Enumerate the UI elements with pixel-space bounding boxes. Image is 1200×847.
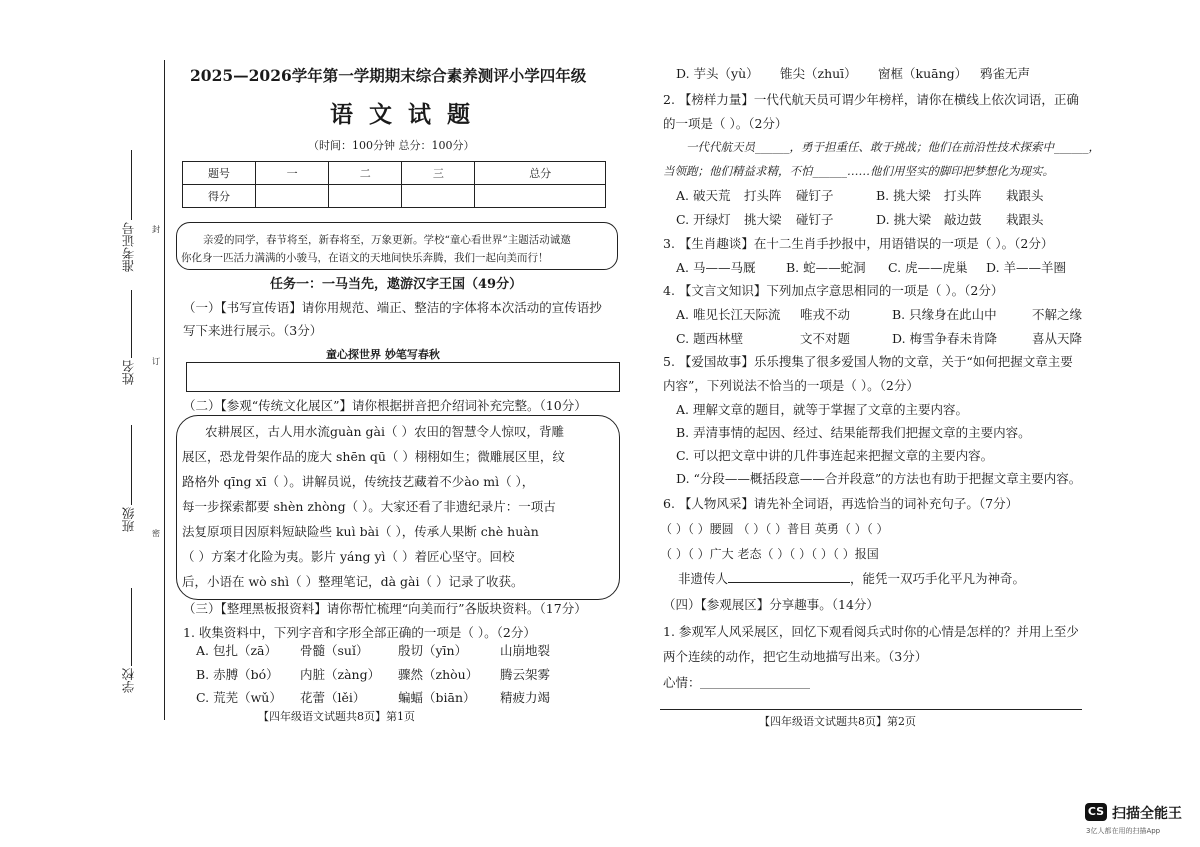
intro-box	[176, 222, 618, 270]
fold-mark: 封	[152, 225, 160, 234]
slogan-text: 童心探世界 妙笔写春秋	[326, 348, 440, 361]
q2-option-row	[676, 190, 1096, 206]
score-cell: 题号	[183, 162, 256, 185]
exam-title: 语 文 试 题	[330, 101, 475, 128]
option-text[interactable]: A. 唯见长江天际流	[676, 307, 781, 322]
option-text: 骨髓（suǐ）	[300, 643, 369, 658]
q4-option-row	[676, 333, 1096, 349]
option-text[interactable]: A. 破天荒	[676, 188, 731, 203]
passage-line: 展区，恐龙骨架作品的庞大 shēn qū（ ）栩栩如生；微雕展区里，纹	[182, 449, 565, 464]
score-cell: 二	[329, 162, 402, 185]
q6-answer-blank[interactable]	[728, 582, 850, 583]
option-text: 挑大梁	[744, 212, 782, 227]
passage-line: 每一步探索都要 shèn zhòng（ ）。大家还看了非遗纪录片：一项古	[182, 499, 556, 514]
intro-line: 你化身一匹活力满满的小骏马，在语文的天地间快乐奔腾，我们一起向美而行！	[181, 252, 549, 264]
option-text[interactable]: D. 梅雪争春未肯降	[892, 331, 998, 346]
question-2: 2. 【榜样力量】一代代航天员可谓少年榜样，请你在横线上依次词语，正确	[663, 92, 1079, 107]
section2-instruction: （二）【参观“传统文化展区”】请你根据拼音把介绍词补充完整。（10分）	[183, 398, 587, 413]
option-text[interactable]: C. 荒芜（wǔ）	[196, 690, 282, 705]
mood-label: 心情：	[663, 675, 701, 690]
option-text[interactable]: C. 虎——虎巢	[888, 260, 968, 275]
option-text[interactable]: D. “分段——概括段意——合并段意”的方法也有助于把握文章主要内容。	[676, 471, 1082, 486]
option-text[interactable]: C. 开绿灯	[676, 212, 731, 227]
q2-option-row	[676, 214, 1096, 230]
q1-option-row	[196, 692, 616, 708]
score-table	[182, 161, 606, 208]
option-text[interactable]: A. 理解文章的题目，就等于掌握了文章的主要内容。	[676, 402, 968, 417]
q6-sentence-end: ，能凭一双巧手化平凡为神奇。	[850, 571, 1026, 586]
camscanner-logo: CS	[1085, 803, 1107, 821]
option-text: 蝙蝠（biān）	[398, 690, 476, 705]
option-text: 碰钉子	[796, 212, 834, 227]
mood-answer-line[interactable]	[700, 688, 810, 689]
school-label: 学校	[121, 668, 136, 693]
score-cell: 得分	[183, 185, 256, 208]
option-text[interactable]: D. 挑大梁	[876, 212, 932, 227]
option-text: 唯戎不动	[800, 307, 851, 322]
exam-number-label: 准考证号	[121, 222, 136, 272]
passage-line: 路格外 qīng xī（ ）。讲解员说，传统技艺藏着不少ào mì（ ），	[182, 474, 535, 489]
option-text: 文不对题	[800, 331, 851, 346]
option-text: 敲边鼓	[944, 212, 982, 227]
option-text: 殷切（yīn）	[398, 643, 468, 658]
q2-passage: 当领跑；他们精益求精，不怕______……他们用坚实的脚印把梦想化为现实。	[663, 164, 1054, 178]
binding-margin	[0, 0, 170, 847]
class-line	[131, 425, 132, 505]
exam-number-line	[131, 150, 132, 220]
option-text[interactable]: B. 弄清事情的起因、经过、结果能帮我们把握文章的主要内容。	[676, 425, 1031, 440]
option-text[interactable]: D. 芋头（yù）	[676, 66, 759, 81]
q2-passage: 一代代航天员______，勇于担重任、敢于挑战；他们在前沿性技术探索中______，	[686, 140, 1100, 154]
score-input-cell[interactable]	[329, 185, 402, 208]
page1-footer: 【四年级语文试题共8页】第1页	[258, 710, 415, 723]
section4-instruction: （四）【参观展区】分享趣事。（14分）	[663, 597, 879, 612]
q3-option-row	[676, 262, 1096, 278]
section3-instruction: （三）【整理黑板报资料】请你帮忙梳理“向美而行”各版块资料。（17分）	[183, 601, 587, 616]
q6-blank-line[interactable]: （ ）（ ）广大 老态（ ）（ ）（ ）（ ）报国	[660, 547, 879, 561]
section1-instruction: （一）【书写宣传语】请你用规范、端正、整洁的字体将本次活动的宣传语抄	[183, 300, 602, 315]
option-text: 内脏（zàng）	[300, 667, 381, 682]
option-text[interactable]: B. 蛇——蛇洞	[786, 260, 866, 275]
score-cell: 三	[402, 162, 475, 185]
option-text: 打头阵	[944, 188, 982, 203]
option-text: 骤然（zhòu）	[398, 667, 479, 682]
class-label: 班级	[121, 507, 136, 532]
q6-sentence-start: 非遗传人	[678, 571, 729, 586]
option-text: 锥尖（zhuī）	[780, 66, 857, 81]
question-5: 内容”，下列说法不恰当的一项是（ ）。（2分）	[663, 378, 919, 393]
score-cell: 总分	[475, 162, 606, 185]
exam-header: 2025—2026学年第一学期期末综合素养测评小学四年级	[190, 66, 587, 85]
option-text: 花蕾（lěi）	[300, 690, 366, 705]
q6-sentence	[678, 573, 1025, 586]
q6-blank-line[interactable]: （ ）（ ）腰圆 （ ）（ ）普目 英勇（ ）（ ）	[660, 522, 889, 536]
option-text[interactable]: C. 题西林壁	[676, 331, 744, 346]
option-text[interactable]: D. 羊——羊圈	[986, 260, 1067, 275]
passage-line: 农耕展区，古人用水流guàn gài（ ）农田的智慧令人惊叹，背雕	[205, 424, 564, 439]
option-text: 打头阵	[744, 188, 782, 203]
question-7: 1. 参观军人风采展区，回忆下观看阅兵式时你的心情是怎样的？并用上至少	[663, 624, 1079, 639]
name-label: 姓名	[121, 360, 136, 385]
intro-line: 亲爱的同学，春节将至，新春将至，万象更新。学校“童心看世界”主题活动诚邀	[203, 234, 571, 246]
camscanner-tagline: 3亿人都在用的扫描App	[1086, 827, 1161, 835]
option-text: 喜从天降	[1032, 331, 1083, 346]
option-text[interactable]: B. 赤膊（bó）	[196, 667, 279, 682]
q4-option-row	[676, 309, 1096, 325]
option-text: 鸦雀无声	[980, 66, 1031, 81]
question-7: 两个连续的动作，把它生动地描写出来。（3分）	[663, 649, 928, 664]
q1-option-row	[196, 645, 616, 661]
option-text[interactable]: A. 包扎（zā）	[196, 643, 278, 658]
score-table-header-row	[183, 162, 606, 185]
option-text: 精疲力竭	[500, 690, 551, 705]
question-3: 3. 【生肖趣谈】在十二生肖手抄报中，用语错误的一项是（ ）。（2分）	[663, 236, 1054, 251]
score-input-cell[interactable]	[256, 185, 329, 208]
question-4: 4. 【文言文知识】下列加点字意思相同的一项是（ ）。（2分）	[663, 283, 1004, 298]
pinyin-passage-box	[176, 415, 620, 600]
binding-divider-line	[164, 60, 165, 720]
score-input-cell[interactable]	[475, 185, 606, 208]
passage-line: 法复原项目因原料短缺险些 kuì bài（ ），传承人果断 chè huàn	[182, 524, 539, 539]
name-line	[131, 290, 132, 358]
answer-area-rule	[660, 709, 1082, 710]
option-text: 窗框（kuāng）	[878, 66, 968, 81]
question-5: 5. 【爱国故事】乐乐搜集了很多爱国人物的文章，关于“如何把握文章主要	[663, 354, 1073, 369]
option-text: 碰钉子	[796, 188, 834, 203]
school-line	[131, 588, 132, 666]
option-text: 山崩地裂	[500, 643, 551, 658]
task1-title: 任务一：一马当先，遨游汉字王国（49分）	[270, 277, 523, 292]
option-text: 不解之缘	[1032, 307, 1083, 322]
page2-footer: 【四年级语文试题共8页】第2页	[759, 715, 916, 728]
option-text[interactable]: C. 可以把文章中讲的几件事连起来把握文章的主要内容。	[676, 448, 994, 463]
score-table-score-row	[183, 185, 606, 208]
passage-line: （ ）方案才化险为夷。影片 yáng yì（ ）着匠心坚守。回校	[182, 549, 515, 564]
seal-mark: 密	[152, 529, 160, 538]
option-text: 栽跟头	[1006, 188, 1044, 203]
score-cell: 一	[256, 162, 329, 185]
question-1: 1. 收集资料中，下列字音和字形全部正确的一项是（ ）。（2分）	[183, 625, 536, 640]
option-text[interactable]: B. 只缘身在此山中	[892, 307, 997, 322]
passage-line: 后，小语在 wò shì（ ）整理笔记，dà gài（ ）记录了收获。	[182, 574, 524, 589]
score-input-cell[interactable]	[402, 185, 475, 208]
q1-option-row	[196, 669, 616, 685]
option-text[interactable]: A. 马——马厩	[676, 260, 756, 275]
section1-instruction: 写下来进行展示。（3分）	[183, 323, 323, 338]
slogan-writing-box[interactable]	[186, 362, 620, 392]
question-6: 6. 【人物风采】请先补全词语，再选恰当的词补充句子。（7分）	[663, 496, 1019, 511]
bind-mark: 订	[152, 357, 160, 366]
q1-option-row	[676, 68, 1096, 84]
exam-time-info: （时间：100分钟 总分：100分）	[308, 139, 475, 152]
option-text: 腾云架雾	[500, 667, 551, 682]
option-text: 栽跟头	[1006, 212, 1044, 227]
option-text[interactable]: B. 挑大梁	[876, 188, 931, 203]
camscanner-name: 扫描全能王	[1112, 806, 1182, 822]
question-2: 的一项是（ ）。（2分）	[663, 116, 788, 131]
